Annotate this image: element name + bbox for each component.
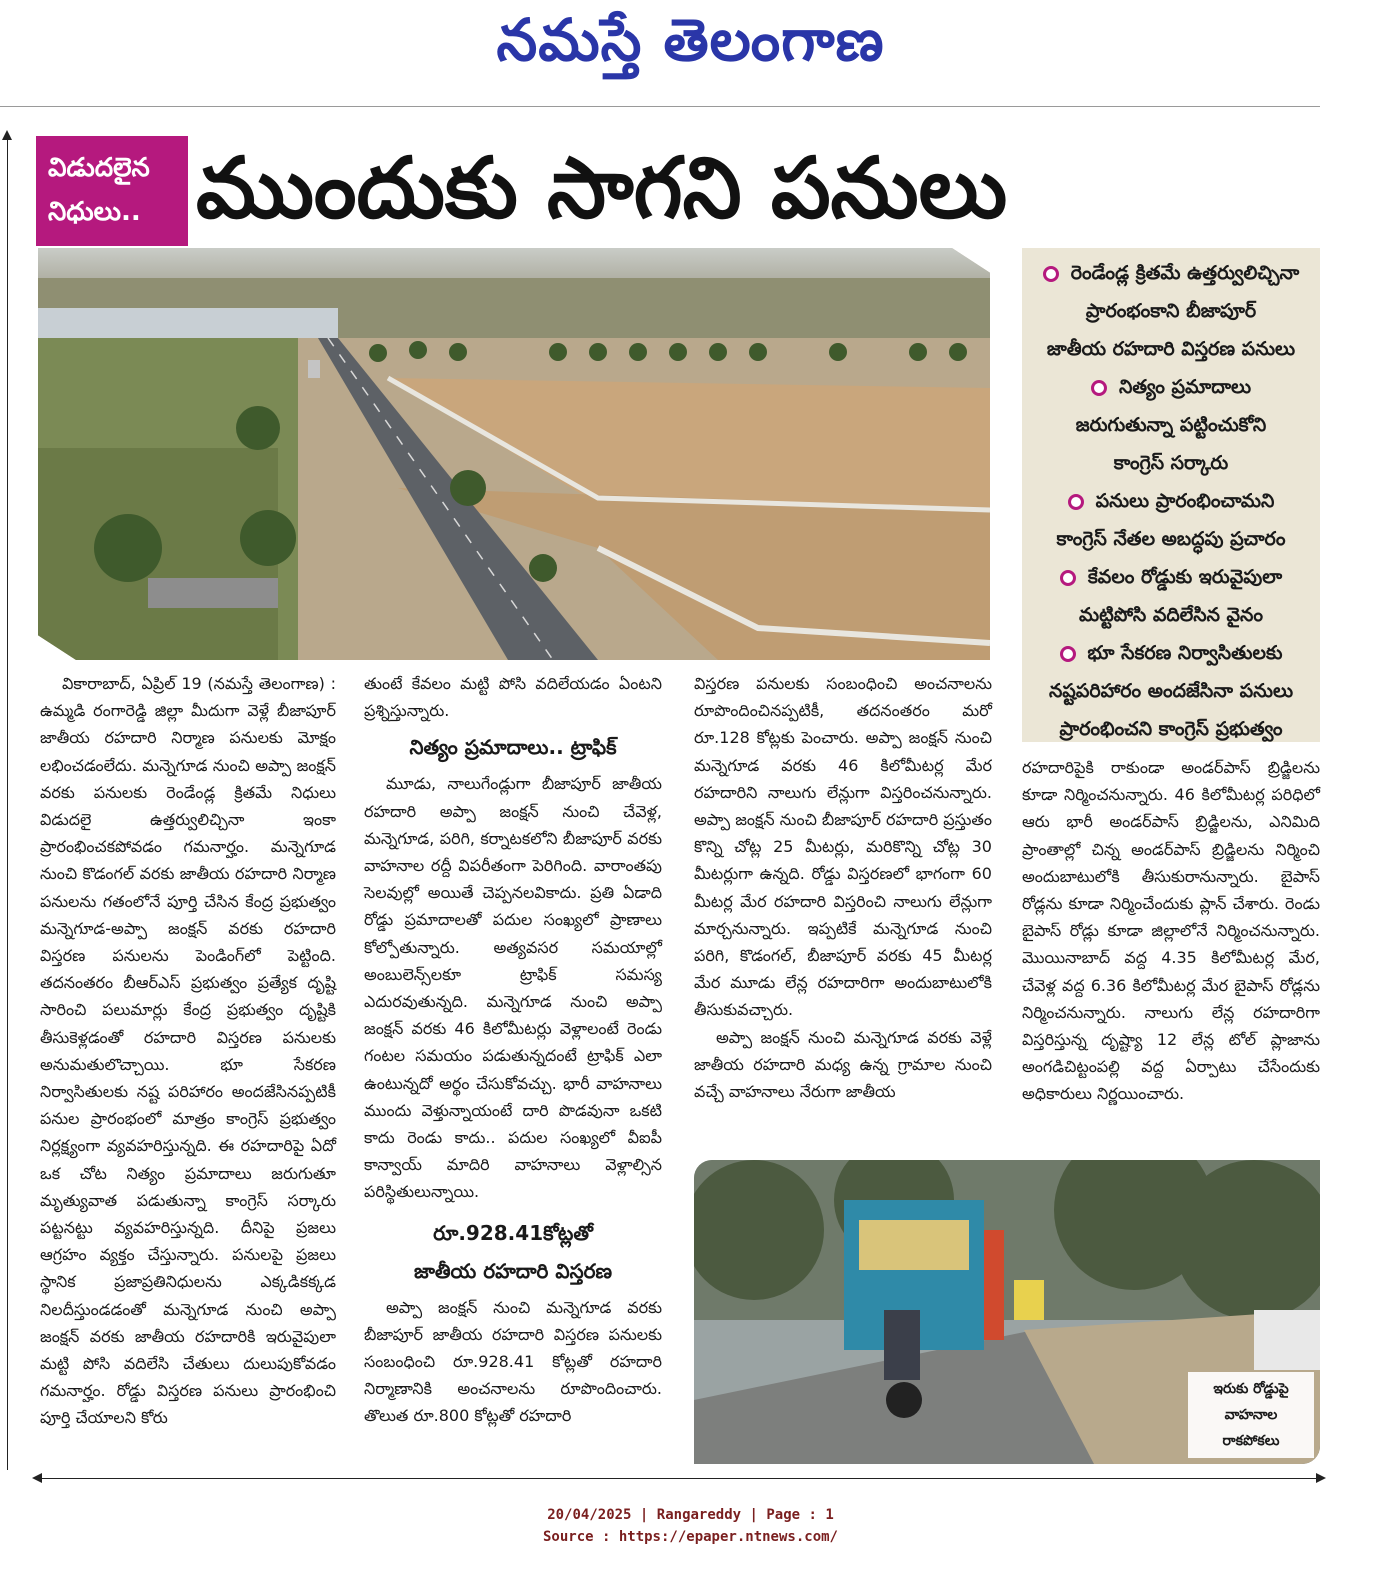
footer-date-line: 20/04/2025 | Rangareddy | Page : 1 [547,1507,834,1523]
body-paragraph: అప్పా జంక్షన్ నుంచి మన్నెగూడ వరకు వెళ్లే జాతీయ రహదారి మధ్య ఉన్న గ్రామాల నుంచి వచ్చే వాహనాలు నేరుగా జాతీయ [694,1027,992,1102]
vertical-column-marker [7,140,8,1470]
body-paragraph: వికారాబాద్, ఏప్రిల్ 19 (నమస్తే తెలంగాణ) : ఉమ్మడి రంగారెడ్డి జిల్లా మీదుగా వెళ్లే బీజాపూర్ జాతీయ రహదారి నిర్మాణ పనులకు మోక్షం లభించడంలేదు. మన్నెగూడ నుంచి అప్పా జంక్షన్ వరకు పనులకు రెండేండ్ల క్రితమే నిధులు విడుదలై ఉత్తర్వులిచ్చినా ఇంకా ప్రారంభించకపోవడం గమనార్హం. మన్నెగూడ నుంచి కొడంగల్ వరకు జాతీయ రహదారి నిర్మాణ పనులను గతంలోనే పూర్తి చేసిన కేంద్ర ప్రభుత్వం మన్నెగూడ-అప్పా జంక్షన్ వరకు రహదారి విస్తరణ పనులను పెండింగ్‌లో పెట్టింది. తదనంతరం బీఆర్‌ఎస్ ప్రభుత్వం ప్రత్యేక దృష్టి సారించి పలుమార్లు కేంద్ర ప్రభుత్వం దృష్టికి తీసుకెళ్లడంతో రహదారి విస్తరణ పనులకు అనుమతులొచ్చాయి. భూ సేకరణ నిర్వాసితులకు నష్ట పరిహారం అందజేసినప్పటికీ పనుల ప్రారంభంలో మాత్రం కాంగ్రెస్ ప్రభుత్వం నిర్లక్ష్యంగా వ్యవహరిస్తున్నది. ఈ రహదారిపై ఏదో ఒక చోట నిత్యం ప్రమాదాలు జరుగుతూ మృత్యువాత పడుతున్నా కాంగ్రెస్ సర్కారు పట్టనట్టు వ్యవహరిస్తున్నది. దీనిపై ప్రజలు ఆగ్రహం వ్యక్తం చేస్తున్నారు. పనులపై ప్రజలు స్థానిక ప్రజాప్రతినిధులను ఎక్కడికక్కడ నిలదీస్తుండడంతో మన్నెగూడ నుంచి అప్పా జంక్షన్ వరకు జాతీయ రహదారికి ఇరువైపులా మట్టి పోసి వదిలేసి చేతులు దులుపుకోవడం గమనార్హం. రోడ్డు విస్తరణ పనులు ప్రారంభించి పూర్తి చేయాలని కోరు [40,674,336,1428]
masthead [0,0,1320,107]
body-paragraph: తుంటే కేవలం మట్టి పోసి వదిలేయడం ఏంటని ప్రశ్నిస్తున్నారు. [364,674,662,721]
newspaper-logo: నమస్తే తెలంగాణ [496,6,885,74]
headline: ముందుకు సాగని పనులు [196,139,1008,237]
kicker-box [36,136,188,246]
subheading-traffic: నిత్యం ప్రమాదాలు.. ట్రాఫిక్ [409,735,617,760]
bullet-icon [1043,266,1059,282]
page-footer [0,1504,1381,1548]
highlight-item: భూ సేకరణ నిర్వాసితులకు నష్టపరిహారం అందజేసినా పనులు ప్రారంభించని కాంగ్రెస్ ప్రభుత్వం [1048,642,1294,740]
bullet-icon [1060,570,1076,586]
highlights-box [1022,248,1320,742]
highlight-item: పనులు ప్రారంభించామని కాంగ్రెస్ నేతల అబద్ధపు ప్రచారం [1056,490,1286,550]
subheading-expansion: రూ.928.41కోట్లతో జాతీయ రహదారి విస్తరణ [413,1220,613,1283]
body-paragraph: విస్తరణ పనులకు సంబంధించి అంచనాలను రూపొందించినప్పటికీ, తదనంతరం మరో రూ.128 కోట్లకు పెంచారు. అప్పా జంక్షన్ నుంచి మన్నెగూడ వరకు 46 కిలోమీటర్ల మేర రహదారిని నాలుగు లేన్లుగా విస్తరించనున్నారు. అప్పా జంక్షన్ నుంచి బీజాపూర్ రహదారి ప్రస్తుతం కొన్ని చోట్ల 25 మీటర్లు, మరికొన్ని చోట్ల 30 మీటర్లుగా ఉన్నది. రోడ్డు విస్తరణలో భాగంగా 60 మీటర్ల మేర రహదారి విస్తరించి నాలుగు లేన్లుగా మార్చనున్నారు. ఇప్పటికే మన్నెగూడ నుంచి పరిగి, కొడంగల్, బీజాపూర్ వరకు 45 మీటర్ల మేర మూడు లేన్ల రహదారిగా అందుబాటులోకి తీసుకువచ్చారు. [694,674,992,1020]
article-column-3 [694,670,992,1105]
body-paragraph: అప్పా జంక్షన్ నుంచి మన్నెగూడ వరకు బీజాపూర్ జాతీయ రహదారి విస్తరణ పనులకు సంబంధించి రూ.928.41 కోట్లతో రహదారి నిర్మాణానికి అంచనాలను రూపొందించారు. తొలుత రూ.800 కోట్లతో రహదారి [364,1297,662,1426]
kicker-line-2: నిధులు.. [48,197,141,227]
aerial-highway-image [38,248,990,660]
body-paragraph: రహదారిపైకి రాకుండా అండర్‌పాస్ బ్రిడ్జిలను కూడా నిర్మించనున్నారు. 46 కిలోమీటర్ల పరిధిలో ఆరు భారీ అండర్‌పాస్ బ్రిడ్జిలను, ఎనిమిది ప్రాంతాల్లో చిన్న అండర్‌పాస్ బ్రిడ్జిలను నిర్మించి అందుబాటులోకి తీసుకురానున్నారు. బైపాస్ రోడ్లను కూడా నిర్మించేందుకు ప్లాన్ చేశారు. రెండు బైపాస్ రోడ్లు కూడా జిల్లాలోనే నిర్మించనున్నారు. మొయినాబాద్ వద్ద 4.35 కిలోమీటర్ల మేర, చేవెళ్ల వద్ద 6.36 కిలోమీటర్ల మేర బైపాస్ రోడ్లను నిర్మించనున్నారు. నాలుగు లేన్ల రహదారిగా విస్తరిస్తున్న దృష్ట్యా 12 లేన్ల టోల్ ప్లాజాను అంగడిచిట్టంపల్లి వద్ద ఏర్పాటు చేసేందుకు అధికారులు నిర్ణయించారు. [1022,758,1320,1104]
bullet-icon [1091,380,1107,396]
horizontal-column-marker [40,1478,1318,1479]
kicker-line-1: విడుదలైన [48,153,150,183]
article-column-1 [40,670,336,1432]
highlight-item: కేవలం రోడ్డుకు ఇరువైపులా మట్టిపోసి వదిలేసిన వైనం [1028,558,1314,634]
bullet-icon [1068,494,1084,510]
article-column-4 [1022,754,1320,1108]
highlight-item: రెండేండ్ల క్రితమే ఉత్తర్వులిచ్చినా ప్రారంభంకాని బీజాపూర్ జాతీయ రహదారి విస్తరణ పనులు [1028,254,1314,368]
aerial-highway-photo [38,248,990,660]
article-column-2 [364,670,662,1430]
bullet-icon [1060,646,1076,662]
body-paragraph: మూడు, నాలుగేండ్లుగా బీజాపూర్ జాతీయ రహదారి అప్పా జంక్షన్ నుంచి చేవెళ్ల, మన్నెగూడ, పరిగి, కర్నాటకలోని బీజాపూర్ వరకు వాహనాల రద్దీ విపరీతంగా పెరిగింది. వారాంతపు సెలవుల్లో అయితే చెప్పనలవికాదు. ప్రతి ఏడాది రోడ్డు ప్రమాదాలతో పదుల సంఖ్యలో ప్రాణాలు కోల్పోతున్నారు. అత్యవసర సమయాల్లో అంబులెన్స్‌లకూ ట్రాఫిక్ సమస్య ఎదురవుతున్నది. మన్నెగూడ నుంచి అప్పా జంక్షన్ వరకు 46 కిలోమీటర్లు వెళ్లాలంటే రెండు గంటల సమయం పడుతున్నదంటే ట్రాఫిక్ ఎలా ఉంటున్నదో అర్థం చేసుకోవచ్చు. భారీ వాహనాలు ముందు వెళ్తున్నాయంటే దారి పొడవునా ఒకటి కాదు రెండు కాదు.. పదుల సంఖ్యలో వీఐపీ కాన్వాయ్ మాదిరి వాహనాలు వెళ్లాల్సిన పరిస్థితులున్నాయి. [364,774,662,1202]
footer-source-line: Source : https://epaper.ntnews.com/ [542,1529,838,1545]
photo-caption: ఇరుకు రోడ్డుపై వాహనాల రాకపోకలు [1188,1372,1314,1458]
traffic-photo [694,1160,1320,1464]
highlight-item: నిత్యం ప్రమాదాలు జరుగుతున్నా పట్టించుకోని కాంగ్రెస్ సర్కారు [1075,376,1267,474]
